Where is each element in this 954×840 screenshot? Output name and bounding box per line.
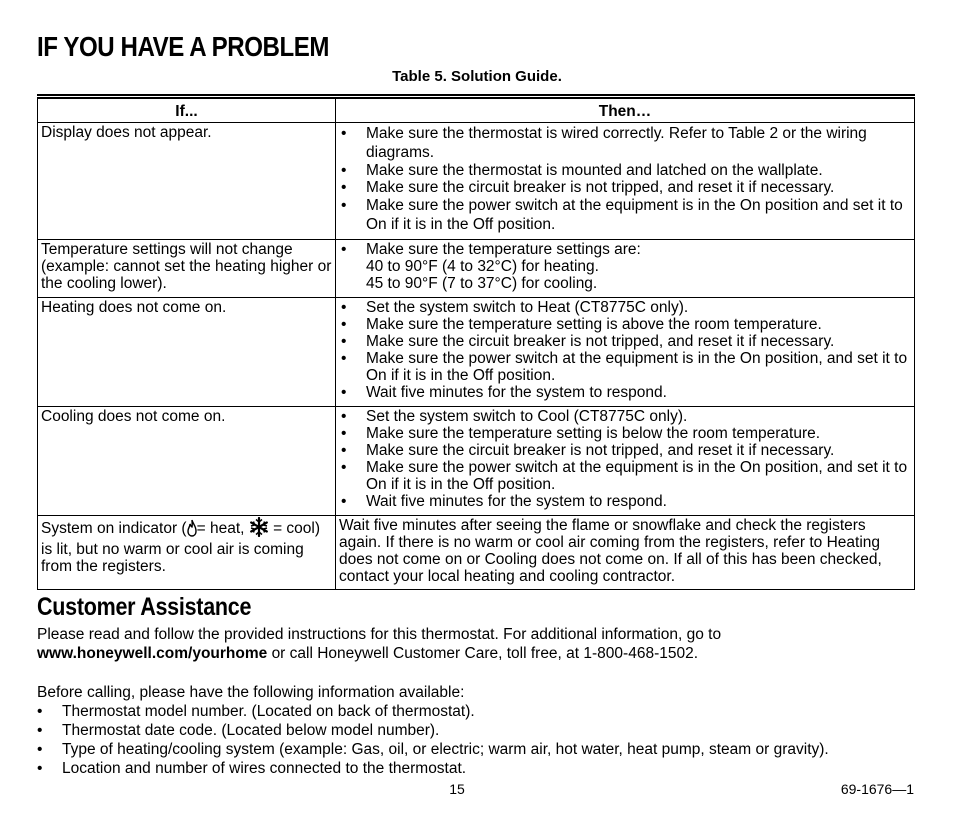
list-item: • Type of heating/cooling system (example: Gas, oil, or electric; warm air, hot water, heat pump, steam or gravity). [37, 740, 829, 759]
flame-icon [187, 519, 197, 541]
then-item: • Make sure the temperature setting is below the room temperature. [339, 425, 911, 442]
document-number: 69-1676—1 [840, 781, 914, 797]
then-item: • Wait five minutes for the system to respond. [339, 493, 911, 510]
solution-guide-table [37, 94, 915, 590]
then-subline: 40 to 90°F (4 to 32°C) for heating. [366, 258, 599, 275]
assistance-intro [37, 625, 917, 663]
header-if: If... [38, 97, 336, 123]
then-cell [336, 123, 915, 240]
if-text-part: System on indicator ( [41, 520, 187, 537]
table-row [38, 298, 915, 407]
if-cell [38, 516, 336, 590]
list-item: • Thermostat date code. (Located below model number). [37, 721, 829, 740]
info-list [37, 702, 829, 778]
snowflake-icon [249, 517, 269, 541]
table-header-row [38, 97, 915, 123]
then-item: • Set the system switch to Cool (CT8775C only). [339, 408, 911, 425]
then-item: • Make sure the circuit breaker is not tripped, and reset it if necessary. [339, 333, 911, 350]
then-item: • Wait five minutes for the system to respond. [339, 384, 911, 401]
then-item: • Make sure the temperature setting is above the room temperature. [339, 316, 911, 333]
if-cell: Temperature settings will not change (example: cannot set the heating higher or the cooling lower). [38, 240, 336, 298]
list-item: • Location and number of wires connected to the thermostat. [37, 759, 829, 778]
then-item: • Set the system switch to Heat (CT8775C only). [339, 299, 911, 316]
then-item: • Make sure the power switch at the equipment is in the On position, and set it to On if it is in the Off position. [339, 350, 911, 384]
customer-assistance-heading: Customer Assistance [37, 593, 252, 621]
then-item: • Make sure the circuit breaker is not tripped, and reset it if necessary. [339, 442, 911, 459]
page-title: IF YOU HAVE A PROBLEM [37, 31, 329, 62]
table-row [38, 123, 915, 240]
website-link[interactable]: www.honeywell.com/yourhome [37, 645, 268, 662]
if-text-part: = heat, [196, 520, 245, 537]
then-cell [336, 298, 915, 407]
then-item: • Make sure the circuit breaker is not tripped, and reset it if necessary. [339, 179, 911, 196]
then-subline: 45 to 90°F (7 to 37°C) for cooling. [366, 275, 598, 292]
list-item: • Thermostat model number. (Located on back of thermostat). [37, 702, 829, 721]
then-cell [336, 240, 915, 298]
intro-text: or call Honeywell Customer Care, toll free, at 1-800-468-1502. [271, 645, 699, 662]
intro-text: Please read and follow the provided instructions for this thermostat. For additional information, go to [37, 626, 722, 643]
table-row [38, 407, 915, 516]
then-item: • Make sure the temperature settings are: [339, 241, 911, 258]
table-row [38, 240, 915, 298]
then-item: • Make sure the power switch at the equipment is in the On position, and set it to On if it is in the Off position. [339, 459, 911, 493]
table-row [38, 516, 915, 590]
then-cell: Wait five minutes after seeing the flame or snowflake and check the registers again. If there is no warm or cool air coming from the registers, refer to Heating does not come on or Cooling does not come on. If all of this has been checked, contact your local heating and cooling contractor. [336, 516, 915, 590]
then-cell [336, 407, 915, 516]
before-calling-text: Before calling, please have the following information available: [37, 684, 465, 701]
if-cell: Display does not appear. [38, 123, 336, 240]
header-then: Then… [336, 97, 915, 123]
if-cell: Cooling does not come on. [38, 407, 336, 516]
if-cell: Heating does not come on. [38, 298, 336, 407]
then-item: • Make sure the power switch at the equipment is in the On position and set it to On if it is in the Off position. [339, 196, 911, 234]
table-caption: Table 5. Solution Guide. [392, 68, 562, 85]
then-item: • Make sure the thermostat is wired correctly. Refer to Table 2 or the wiring diagrams. [339, 124, 911, 162]
then-item: • Make sure the thermostat is mounted and latched on the wallplate. [339, 162, 911, 179]
if-text-part: = cool) is lit, but no warm or cool air is coming from the registers. [41, 520, 321, 575]
page-number: 15 [449, 781, 465, 797]
